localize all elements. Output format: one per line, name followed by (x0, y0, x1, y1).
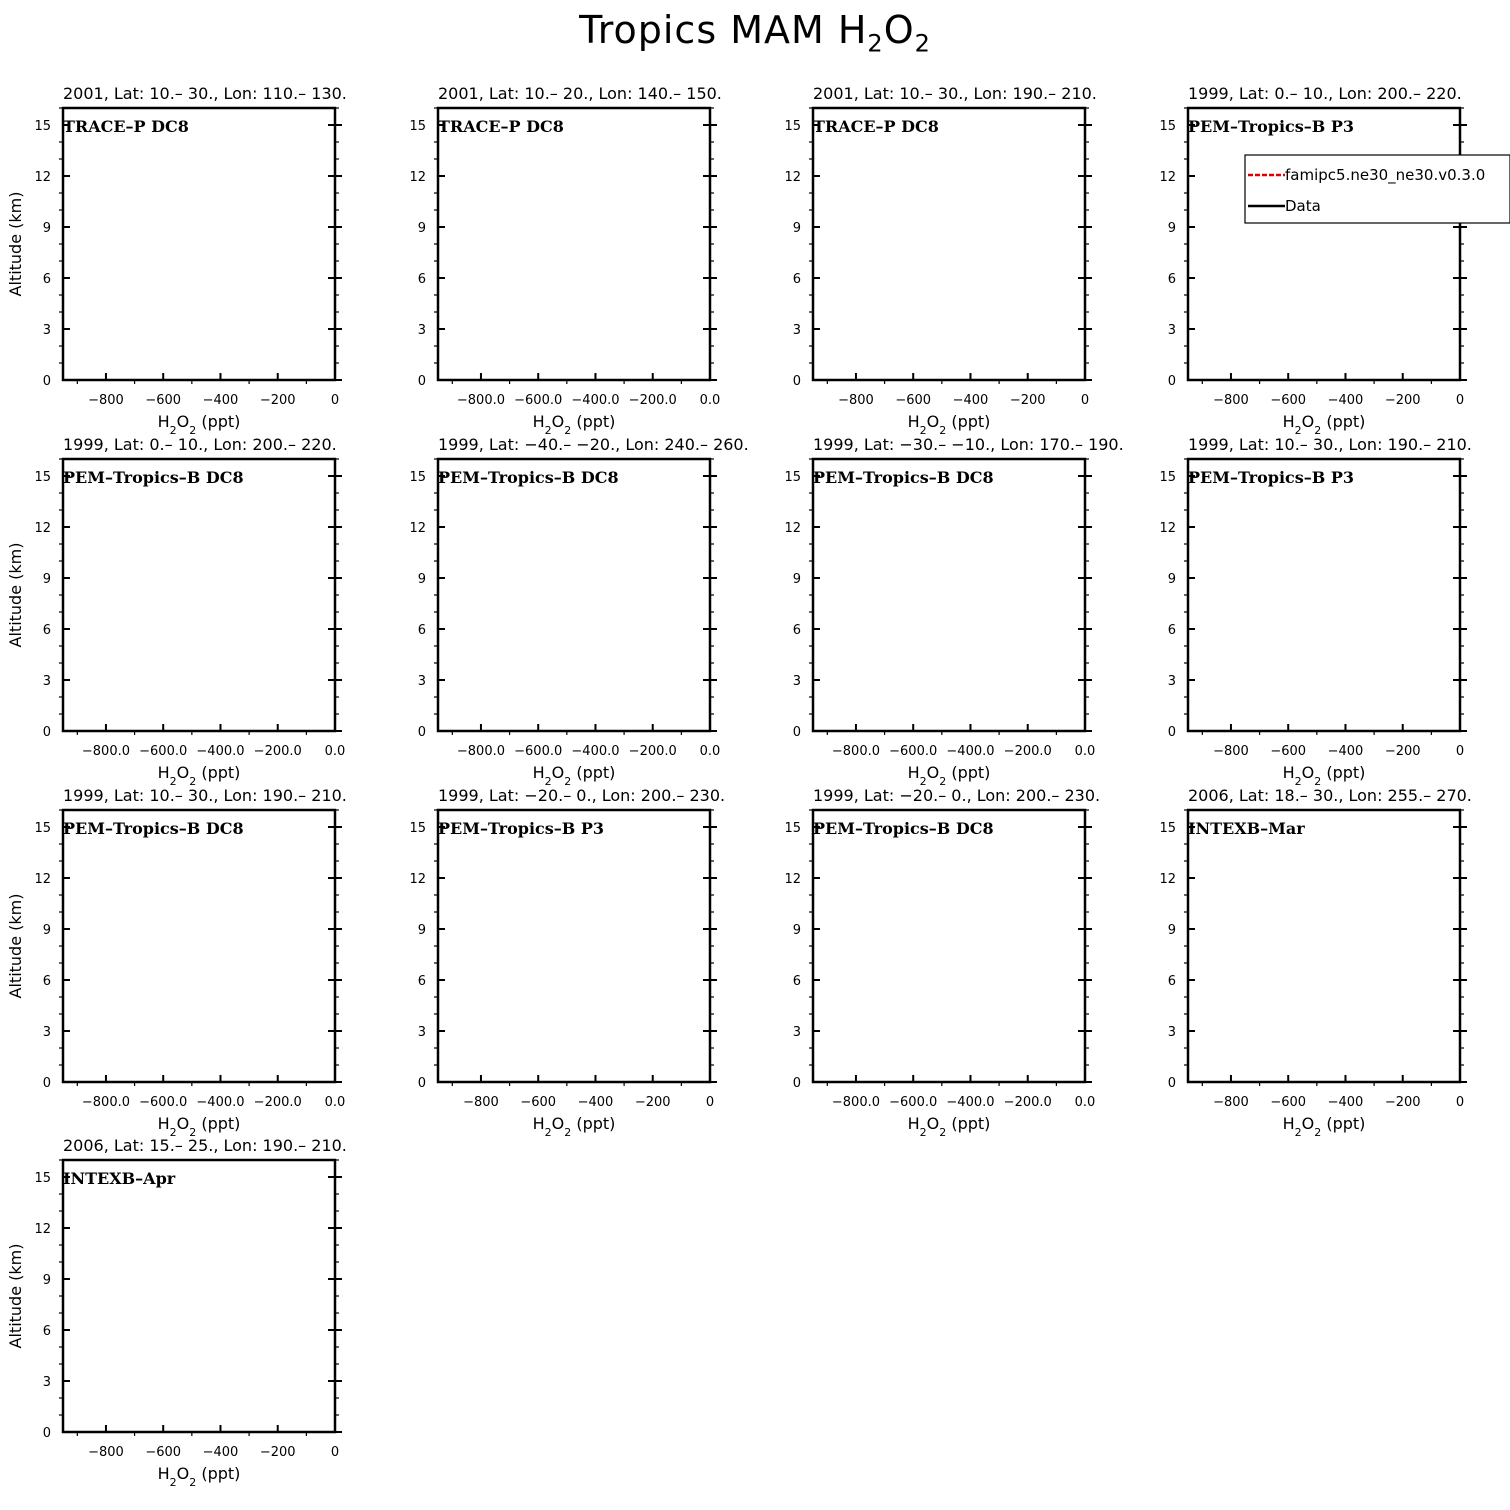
mission-label: PEM–Tropics–B DC8 (438, 468, 619, 487)
chart-panel-6 (378, 429, 758, 788)
y-tick-label: 15 (34, 470, 51, 485)
chart-panel-2 (378, 78, 758, 437)
chart-panel-13 (3, 1130, 383, 1489)
y-tick-label: 12 (1159, 170, 1176, 185)
y-tick-label: 9 (42, 572, 51, 587)
y-tick-label: 0 (417, 374, 426, 389)
panel-title: 2001, Lat: 10.– 30., Lon: 110.– 130. (63, 84, 347, 103)
y-tick-label: 6 (792, 272, 801, 287)
y-tick-label: 15 (409, 119, 426, 134)
panel-title: 2001, Lat: 10.– 30., Lon: 190.– 210. (813, 84, 1097, 103)
x-tick-label: −200 (1384, 1095, 1421, 1110)
x-tick-label: −800.0 (831, 1095, 881, 1110)
y-tick-label: 0 (792, 1076, 801, 1091)
legend-label: Data (1285, 197, 1321, 215)
x-tick-label: 0 (330, 393, 340, 408)
x-tick-label: −400 (952, 393, 989, 408)
x-tick-label: −400 (1327, 1095, 1364, 1110)
y-tick-label: 12 (409, 521, 426, 536)
y-tick-label: 15 (34, 119, 51, 134)
y-axis-label: Altitude (km) (6, 1243, 25, 1349)
panel-title: 1999, Lat: −40.– −20., Lon: 240.– 260. (438, 435, 749, 454)
y-tick-label: 6 (1167, 974, 1176, 989)
x-tick-label: −600.0 (514, 744, 563, 759)
x-tick-label: −800 (1213, 393, 1249, 408)
plot-frame (813, 459, 1085, 731)
y-tick-label: 9 (792, 923, 801, 938)
y-tick-label: 9 (1167, 572, 1176, 587)
x-tick-label: −600 (1270, 393, 1307, 408)
y-tick-label: 15 (784, 119, 801, 134)
y-axis-label: Altitude (km) (6, 542, 25, 648)
x-tick-label: −600 (1270, 744, 1307, 759)
y-tick-label: 6 (417, 272, 426, 287)
x-axis-label: $H_2O_2$ (ppt) (907, 412, 991, 437)
y-tick-label: 6 (417, 974, 426, 989)
plot-frame (1188, 108, 1460, 380)
x-tick-label: −200.0 (1003, 744, 1052, 759)
plot-frame (1188, 810, 1460, 1082)
x-tick-label: −200.0 (628, 393, 677, 408)
x-tick-label: −400 (1327, 393, 1364, 408)
y-tick-label: 0 (42, 725, 51, 740)
x-tick-label: −800 (88, 1445, 124, 1460)
mission-label: INTEXB–Apr (63, 1169, 176, 1188)
plot-frame (63, 1160, 335, 1432)
x-tick-label: 0.0 (324, 744, 346, 759)
x-tick-label: −600 (895, 393, 932, 408)
x-tick-label: −400.0 (946, 744, 995, 759)
panel-title: 1999, Lat: 10.– 30., Lon: 190.– 210. (63, 786, 347, 805)
mission-label: PEM–Tropics–B DC8 (63, 819, 244, 838)
y-tick-label: 9 (417, 923, 426, 938)
x-tick-label: −400.0 (946, 1095, 995, 1110)
mission-label: TRACE–P DC8 (63, 117, 189, 136)
x-axis-label: $H_2O_2$ (ppt) (532, 763, 616, 788)
y-tick-label: 3 (1167, 674, 1176, 689)
x-tick-label: −800.0 (456, 393, 506, 408)
y-axis-label: Altitude (km) (6, 893, 25, 999)
x-axis-label: $H_2O_2$ (ppt) (907, 1114, 991, 1139)
chart-panel-9 (3, 780, 383, 1139)
panel-title: 1999, Lat: 10.– 30., Lon: 190.– 210. (1188, 435, 1472, 454)
x-tick-label: −800 (1213, 744, 1249, 759)
x-tick-label: 0 (705, 1095, 715, 1110)
figure-title: Tropics MAM $H_2O_2$ (579, 8, 931, 58)
panel-title: 1999, Lat: −20.– 0., Lon: 200.– 230. (813, 786, 1101, 805)
y-tick-label: 3 (1167, 323, 1176, 338)
x-tick-label: −800.0 (831, 744, 881, 759)
y-tick-label: 12 (1159, 872, 1176, 887)
mission-label: INTEXB–Mar (1188, 819, 1305, 838)
x-tick-label: −400.0 (571, 393, 620, 408)
x-tick-label: 0 (1455, 393, 1465, 408)
x-tick-label: −400 (202, 393, 239, 408)
x-tick-label: −200.0 (253, 1095, 302, 1110)
x-axis-label: $H_2O_2$ (ppt) (907, 763, 991, 788)
y-tick-label: 15 (1159, 119, 1176, 134)
y-tick-label: 3 (417, 323, 426, 338)
mission-label: PEM–Tropics–B P3 (1188, 117, 1355, 136)
x-axis-label: $H_2O_2$ (ppt) (1282, 412, 1366, 437)
plot-frame (63, 810, 335, 1082)
x-tick-label: −800 (1213, 1095, 1249, 1110)
chart-panel-4 (1128, 78, 1508, 437)
y-tick-label: 0 (1167, 725, 1176, 740)
panel-title: 2006, Lat: 15.– 25., Lon: 190.– 210. (63, 1136, 347, 1155)
x-tick-label: −400 (577, 1095, 614, 1110)
y-tick-label: 15 (1159, 821, 1176, 836)
x-tick-label: 0.0 (1074, 1095, 1096, 1110)
x-tick-label: −800.0 (456, 744, 506, 759)
x-tick-label: 0 (330, 1445, 340, 1460)
y-tick-label: 6 (42, 272, 51, 287)
x-tick-label: −400 (1327, 744, 1364, 759)
x-tick-label: −800 (88, 393, 124, 408)
x-tick-label: −600 (145, 1445, 182, 1460)
x-tick-label: −400.0 (196, 744, 245, 759)
y-tick-label: 12 (784, 872, 801, 887)
y-tick-label: 3 (42, 323, 51, 338)
y-tick-label: 9 (417, 572, 426, 587)
y-tick-label: 15 (784, 470, 801, 485)
x-tick-label: −200.0 (628, 744, 677, 759)
y-tick-label: 3 (417, 1025, 426, 1040)
x-tick-label: 0.0 (324, 1095, 346, 1110)
plot-frame (1188, 459, 1460, 731)
x-tick-label: −400 (202, 1445, 239, 1460)
y-tick-label: 6 (792, 974, 801, 989)
y-tick-label: 12 (784, 521, 801, 536)
y-tick-label: 9 (42, 221, 51, 236)
x-tick-label: −200 (259, 393, 296, 408)
y-tick-label: 9 (1167, 923, 1176, 938)
y-tick-label: 0 (42, 1426, 51, 1441)
y-tick-label: 3 (42, 674, 51, 689)
y-axis-label: Altitude (km) (6, 191, 25, 297)
x-tick-label: −400.0 (571, 744, 620, 759)
y-tick-label: 3 (792, 1025, 801, 1040)
mission-label: PEM–Tropics–B DC8 (813, 819, 994, 838)
chart-panel-11 (753, 780, 1133, 1139)
x-tick-label: −200 (1009, 393, 1046, 408)
y-tick-label: 9 (792, 572, 801, 587)
x-tick-label: 0.0 (1074, 744, 1096, 759)
y-tick-label: 12 (1159, 521, 1176, 536)
y-tick-label: 3 (792, 674, 801, 689)
y-tick-label: 6 (792, 623, 801, 638)
x-tick-label: −400.0 (196, 1095, 245, 1110)
x-tick-label: −600.0 (889, 1095, 938, 1110)
y-tick-label: 0 (42, 374, 51, 389)
legend (1245, 155, 1510, 223)
chart-panel-1 (3, 78, 383, 437)
mission-label: TRACE–P DC8 (438, 117, 564, 136)
chart-panel-7 (753, 429, 1133, 788)
chart-panel-5 (3, 429, 383, 788)
x-tick-label: 0.0 (699, 744, 721, 759)
y-tick-label: 12 (34, 872, 51, 887)
y-tick-label: 12 (34, 1222, 51, 1237)
y-tick-label: 6 (42, 623, 51, 638)
chart-panel-3 (753, 78, 1133, 437)
x-axis-label: $H_2O_2$ (ppt) (157, 763, 241, 788)
x-tick-label: 0 (1080, 393, 1090, 408)
x-axis-label: $H_2O_2$ (ppt) (532, 412, 616, 437)
panel-title: 1999, Lat: 0.– 10., Lon: 200.– 220. (63, 435, 337, 454)
y-tick-label: 15 (409, 821, 426, 836)
mission-label: PEM–Tropics–B DC8 (63, 468, 244, 487)
y-tick-label: 9 (417, 221, 426, 236)
x-tick-label: −800.0 (81, 744, 131, 759)
y-tick-label: 3 (417, 674, 426, 689)
x-axis-label: $H_2O_2$ (ppt) (1282, 1114, 1366, 1139)
x-tick-label: −600.0 (139, 1095, 188, 1110)
x-tick-label: 0.0 (699, 393, 721, 408)
y-tick-label: 15 (409, 470, 426, 485)
mission-label: PEM–Tropics–B P3 (438, 819, 605, 838)
x-tick-label: −200 (259, 1445, 296, 1460)
y-tick-label: 6 (42, 974, 51, 989)
x-axis-label: $H_2O_2$ (ppt) (157, 1114, 241, 1139)
x-tick-label: −600.0 (514, 393, 563, 408)
y-tick-label: 15 (784, 821, 801, 836)
y-tick-label: 9 (1167, 221, 1176, 236)
panel-title: 1999, Lat: −20.– 0., Lon: 200.– 230. (438, 786, 726, 805)
x-tick-label: −600 (1270, 1095, 1307, 1110)
y-tick-label: 3 (42, 1375, 51, 1390)
plot-frame (813, 108, 1085, 380)
y-tick-label: 12 (34, 170, 51, 185)
y-tick-label: 3 (1167, 1025, 1176, 1040)
x-tick-label: −600 (145, 393, 182, 408)
x-tick-label: −600.0 (139, 744, 188, 759)
y-tick-label: 12 (409, 170, 426, 185)
legend-label: famipc5.ne30_ne30.v0.3.0 (1285, 166, 1486, 184)
x-tick-label: −600.0 (889, 744, 938, 759)
panel-title: 2006, Lat: 18.– 30., Lon: 255.– 270. (1188, 786, 1472, 805)
panel-title: 2001, Lat: 10.– 20., Lon: 140.– 150. (438, 84, 722, 103)
y-tick-label: 6 (42, 1324, 51, 1339)
y-tick-label: 12 (409, 872, 426, 887)
y-tick-label: 3 (792, 323, 801, 338)
plot-frame (438, 108, 710, 380)
y-tick-label: 0 (417, 725, 426, 740)
x-tick-label: −200.0 (253, 744, 302, 759)
x-tick-label: −200 (1384, 744, 1421, 759)
x-tick-label: −800.0 (81, 1095, 131, 1110)
chart-panel-12 (1128, 780, 1508, 1139)
y-tick-label: 3 (42, 1025, 51, 1040)
plot-frame (63, 459, 335, 731)
x-axis-label: $H_2O_2$ (ppt) (157, 412, 241, 437)
x-tick-label: 0 (1455, 1095, 1465, 1110)
x-tick-label: −600 (520, 1095, 557, 1110)
x-tick-label: −200 (634, 1095, 671, 1110)
x-tick-label: −200.0 (1003, 1095, 1052, 1110)
x-tick-label: 0 (1455, 744, 1465, 759)
y-tick-label: 15 (34, 1171, 51, 1186)
y-tick-label: 12 (34, 521, 51, 536)
x-axis-label: $H_2O_2$ (ppt) (1282, 763, 1366, 788)
y-tick-label: 9 (792, 221, 801, 236)
x-axis-label: $H_2O_2$ (ppt) (157, 1464, 241, 1489)
y-tick-label: 6 (1167, 272, 1176, 287)
chart-panel-8 (1128, 429, 1508, 788)
plot-frame (438, 810, 710, 1082)
y-tick-label: 15 (1159, 470, 1176, 485)
y-tick-label: 15 (34, 821, 51, 836)
plot-frame (438, 459, 710, 731)
mission-label: PEM–Tropics–B P3 (1188, 468, 1355, 487)
y-tick-label: 6 (1167, 623, 1176, 638)
mission-label: TRACE–P DC8 (813, 117, 939, 136)
y-tick-label: 0 (417, 1076, 426, 1091)
y-tick-label: 0 (42, 1076, 51, 1091)
y-tick-label: 0 (792, 374, 801, 389)
panel-title: 1999, Lat: −30.– −10., Lon: 170.– 190. (813, 435, 1124, 454)
y-tick-label: 0 (1167, 1076, 1176, 1091)
mission-label: PEM–Tropics–B DC8 (813, 468, 994, 487)
panel-title: 1999, Lat: 0.– 10., Lon: 200.– 220. (1188, 84, 1462, 103)
y-tick-label: 6 (417, 623, 426, 638)
y-tick-label: 9 (42, 1273, 51, 1288)
x-tick-label: −800 (463, 1095, 499, 1110)
y-tick-label: 9 (42, 923, 51, 938)
plot-frame (63, 108, 335, 380)
y-tick-label: 0 (1167, 374, 1176, 389)
plot-frame (813, 810, 1085, 1082)
x-tick-label: −800 (838, 393, 874, 408)
x-axis-label: $H_2O_2$ (ppt) (532, 1114, 616, 1139)
y-tick-label: 0 (792, 725, 801, 740)
y-tick-label: 12 (784, 170, 801, 185)
chart-panel-10 (378, 780, 758, 1139)
x-tick-label: −200 (1384, 393, 1421, 408)
